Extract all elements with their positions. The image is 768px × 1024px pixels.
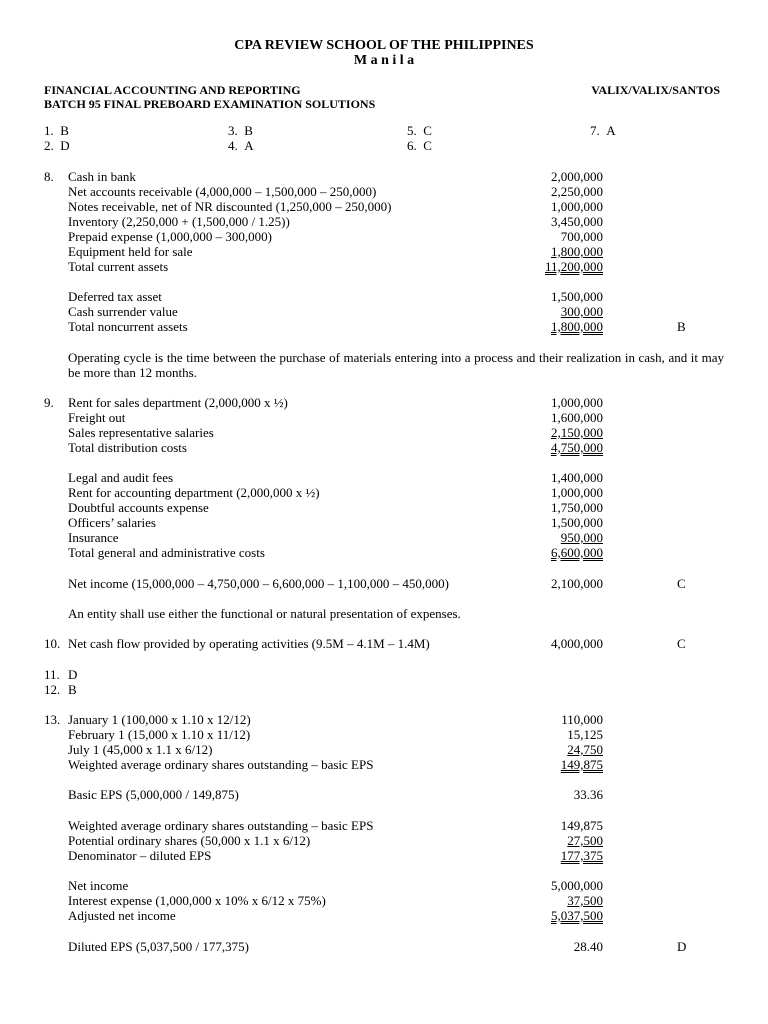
answer-q8: B: [677, 319, 686, 334]
answer-item-3: 3. B: [228, 123, 253, 138]
line-item: Notes receivable, net of NR discounted (1,250,000 – 250,000) 1,000,000: [68, 199, 603, 214]
answer-item-4: 4. A: [228, 138, 254, 153]
total-row: Total general and administrative costs 6,600,000: [68, 545, 603, 560]
answer-item-2: 2. D: [44, 138, 70, 153]
answer-q13: D: [677, 939, 687, 954]
line-item: Net accounts receivable (4,000,000 – 1,500,000 – 250,000) 2,250,000: [68, 184, 603, 199]
city-title: M a n i l a: [353, 53, 415, 68]
line-item: 13. January 1 (100,000 x 1.10 x 12/12) 110,000: [44, 712, 603, 727]
line-item: Equipment held for sale 1,800,000: [68, 244, 603, 259]
line-item: July 1 (45,000 x 1.1 x 6/12) 24,750: [68, 742, 603, 757]
total-row: Total distribution costs 4,750,000: [68, 440, 603, 455]
line-item: Net income 5,000,000: [68, 878, 603, 893]
line-item: February 1 (15,000 x 1.10 x 11/12) 15,125: [68, 727, 603, 742]
line-item: 9. Rent for sales department (2,000,000 x ½) 1,000,000: [44, 395, 603, 410]
school-title: CPA REVIEW SCHOOL OF THE PHILIPPINES: [234, 38, 534, 53]
authors: VALIX/VALIX/SANTOS: [591, 83, 720, 97]
total-row: Adjusted net income 5,037,500: [68, 908, 603, 923]
line-item: Legal and audit fees 1,400,000: [68, 470, 603, 485]
answer-item-11: 11. D: [44, 667, 78, 682]
line-item: 8. Cash in bank 2,000,000: [44, 169, 603, 184]
line-item: Inventory (2,250,000 + (1,500,000 / 1.25)) 3,450,000: [68, 214, 603, 229]
note-paragraph: Operating cycle is the time between the purchase of materials entering into a process and their realization in cash, and it may be more than 12 months.: [68, 350, 724, 380]
line-item: Cash surrender value 300,000: [68, 304, 603, 319]
line-item: Rent for accounting department (2,000,000 x ½) 1,000,000: [68, 485, 603, 500]
answer-q10: C: [677, 636, 686, 651]
net-income-row: Net income (15,000,000 – 4,750,000 – 6,600,000 – 1,100,000 – 450,000) 2,100,000 C: [68, 576, 686, 591]
total-row: Weighted average ordinary shares outstanding – basic EPS 149,875: [68, 757, 603, 772]
total-row: Total noncurrent assets 1,800,000 B: [68, 319, 686, 334]
answer-item-6: 6. C: [407, 138, 432, 153]
line-item: Potential ordinary shares (50,000 x 1.1 x 6/12) 27,500: [68, 833, 603, 848]
answer-item-12: 12. B: [44, 682, 77, 697]
answer-item-1: 1. B: [44, 123, 69, 138]
line-item: Officers’ salaries 1,500,000: [68, 515, 603, 530]
eps-row: Diluted EPS (5,037,500 / 177,375) 28.40 D: [68, 939, 687, 954]
total-row: Total current assets 11,200,000: [68, 259, 603, 274]
answer-item-7: 7. A: [590, 123, 616, 138]
note-paragraph: An entity shall use either the functional or natural presentation of expenses.: [68, 606, 461, 621]
subject-title: FINANCIAL ACCOUNTING AND REPORTING: [44, 83, 301, 97]
answer-item-5: 5. C: [407, 123, 432, 138]
exam-title: BATCH 95 FINAL PREBOARD EXAMINATION SOLUTIONS: [44, 97, 376, 111]
answer-q9: C: [677, 576, 686, 591]
line-item: Prepaid expense (1,000,000 – 300,000) 700,000: [68, 229, 603, 244]
line-item: Interest expense (1,000,000 x 10% x 6/12 x 75%) 37,500: [68, 893, 603, 908]
line-item: Deferred tax asset 1,500,000: [68, 289, 603, 304]
line-item: Freight out 1,600,000: [68, 410, 603, 425]
total-row: Denominator – diluted EPS 177,375: [68, 848, 603, 863]
line-item: Doubtful accounts expense 1,750,000: [68, 500, 603, 515]
line-item: Weighted average ordinary shares outstanding – basic EPS 149,875: [68, 818, 603, 833]
line-item: Sales representative salaries 2,150,000: [68, 425, 603, 440]
eps-row: Basic EPS (5,000,000 / 149,875) 33.36: [68, 787, 603, 802]
line-item: 10. Net cash flow provided by operating activities (9.5M – 4.1M – 1.4M) 4,000,000 C: [44, 636, 686, 651]
line-item: Insurance 950,000: [68, 530, 603, 545]
